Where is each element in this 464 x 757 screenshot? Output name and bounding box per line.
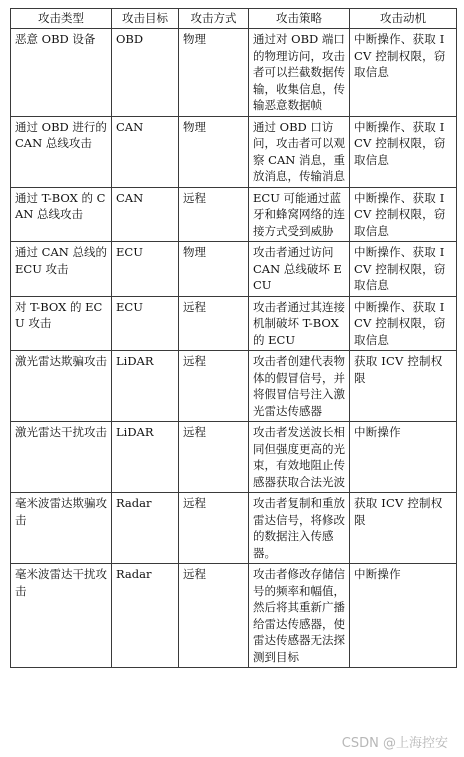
cell-method: 远程 [179, 422, 249, 493]
header-attack-target: 攻击目标 [112, 9, 179, 29]
table-header [11, 9, 457, 29]
cell-method: 物理 [179, 242, 249, 297]
cell-target: Radar [112, 493, 179, 564]
cell-target: LiDAR [112, 351, 179, 422]
table-row [11, 242, 457, 297]
cell-method: 远程 [179, 296, 249, 351]
cell-motive: 中断操作、获取 ICV 控制权限，窃取信息 [350, 242, 457, 297]
cell-strategy: 攻击者创建代表物体的假冒信号，并将假冒信号注入激光雷达传感器 [249, 351, 350, 422]
table-row [11, 351, 457, 422]
cell-type: 毫米波雷达干扰攻击 [11, 564, 112, 668]
cell-strategy: 攻击者通过其连接机制破坏 T-BOX 的 ECU [249, 296, 350, 351]
table-row [11, 422, 457, 493]
cell-method: 远程 [179, 564, 249, 668]
cell-target: CAN [112, 187, 179, 242]
table-row [11, 564, 457, 668]
cell-motive: 获取 ICV 控制权限 [350, 351, 457, 422]
table-body [11, 29, 457, 668]
header-attack-strategy: 攻击策略 [249, 9, 350, 29]
cell-strategy: ECU 可能通过蓝牙和蜂窝网络的连接方式受到威胁 [249, 187, 350, 242]
cell-motive: 中断操作、获取 ICV 控制权限，窃取信息 [350, 187, 457, 242]
header-attack-type: 攻击类型 [11, 9, 112, 29]
cell-method: 远程 [179, 187, 249, 242]
cell-method: 物理 [179, 29, 249, 117]
cell-target: ECU [112, 242, 179, 297]
cell-type: 恶意 OBD 设备 [11, 29, 112, 117]
cell-type: 通过 OBD 进行的 CAN 总线攻击 [11, 116, 112, 187]
table-row [11, 493, 457, 564]
cell-type: 毫米波雷达欺骗攻击 [11, 493, 112, 564]
cell-target: CAN [112, 116, 179, 187]
header-attack-method: 攻击方式 [179, 9, 249, 29]
cell-strategy: 通过对 OBD 端口的物理访问，攻击者可以拦截数据传输，收集信息，传输恶意数据帧 [249, 29, 350, 117]
cell-type: 激光雷达干扰攻击 [11, 422, 112, 493]
cell-motive: 中断操作、获取 ICV 控制权限，窃取信息 [350, 296, 457, 351]
cell-type: 对 T-BOX 的 ECU 攻击 [11, 296, 112, 351]
table-row [11, 29, 457, 117]
header-row [11, 9, 457, 29]
attack-table [10, 8, 457, 668]
cell-motive: 中断操作 [350, 564, 457, 668]
cell-motive: 中断操作 [350, 422, 457, 493]
cell-motive: 获取 ICV 控制权限 [350, 493, 457, 564]
cell-strategy: 通过 OBD 口访问，攻击者可以观察 CAN 消息，重放消息，传输消息 [249, 116, 350, 187]
cell-type: 通过 CAN 总线的 ECU 攻击 [11, 242, 112, 297]
cell-target: OBD [112, 29, 179, 117]
table-row [11, 296, 457, 351]
cell-method: 远程 [179, 351, 249, 422]
cell-type: 通过 T-BOX 的 CAN 总线攻击 [11, 187, 112, 242]
cell-target: Radar [112, 564, 179, 668]
cell-strategy: 攻击者复制和重放雷达信号，将修改的数据注入传感器。 [249, 493, 350, 564]
cell-motive: 中断操作、获取 ICV 控制权限，窃取信息 [350, 29, 457, 117]
cell-type: 激光雷达欺骗攻击 [11, 351, 112, 422]
cell-method: 物理 [179, 116, 249, 187]
cell-method: 远程 [179, 493, 249, 564]
cell-motive: 中断操作、获取 ICV 控制权限，窃取信息 [350, 116, 457, 187]
table-row [11, 187, 457, 242]
header-attack-motive: 攻击动机 [350, 9, 457, 29]
cell-strategy: 攻击者修改存储信号的频率和幅值，然后将其重新广播给雷达传感器，使雷达传感器无法探测到目标 [249, 564, 350, 668]
table-row [11, 116, 457, 187]
cell-strategy: 攻击者发送波长相同但强度更高的光束，有效地阻止传感器获取合法光波 [249, 422, 350, 493]
cell-target: ECU [112, 296, 179, 351]
cell-strategy: 攻击者通过访问 CAN 总线破坏 ECU [249, 242, 350, 297]
cell-target: LiDAR [112, 422, 179, 493]
csdn-watermark: CSDN @上海控安 [340, 732, 450, 751]
